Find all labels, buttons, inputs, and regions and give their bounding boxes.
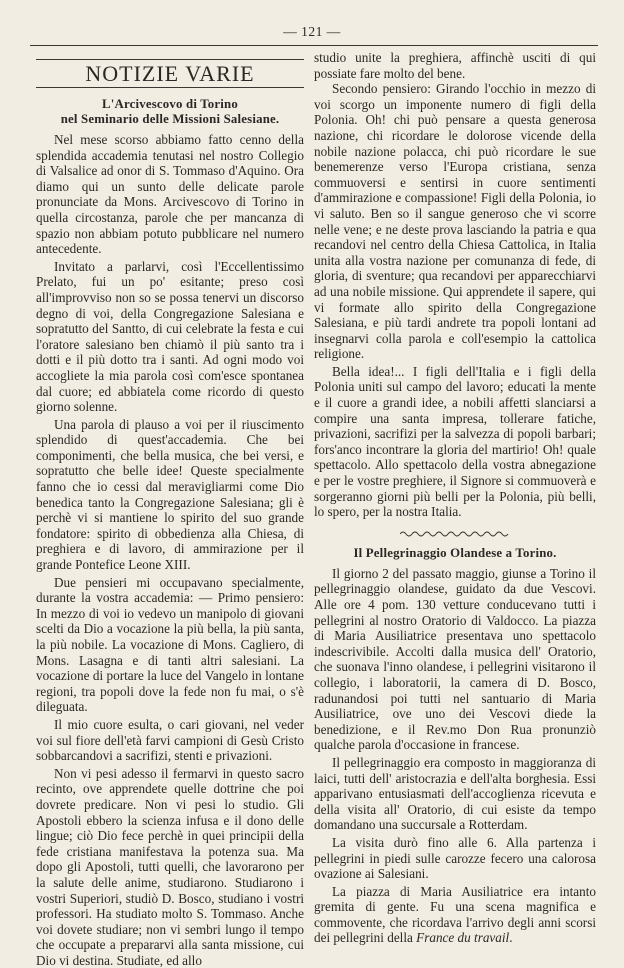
paragraph: Il pellegrinaggio era composto in maggioranza di laici, tutti dell' aristocrazia e dell'alta borghesia. Essi apparivano entusiasmati dell'accoglienza ricevuta e della visita all' Oratorio, di cui esiste da tempo domandano una succursale a Rotterdam. (314, 754, 596, 833)
last-paragraph-text: La piazza di Maria Ausiliatrice era intanto gremita di gente. Fu una scena magnifica e commovente, che ricordava l'arrivo degli anni scorsi dei pellegrini della (314, 883, 596, 946)
paragraph-last (314, 884, 596, 946)
paragraph: Il mio cuore esulta, o cari giovani, nel veder voi sul fiore dell'età farvi campioni di Gesù Cristo sobbarcandovi a sacrifizi, stenti e privazioni. (36, 716, 304, 764)
right-column (314, 50, 596, 946)
article-title-line-2: nel Seminario delle Missioni Salesiane. (60, 112, 280, 126)
paragraph: Non vi pesi adesso il fermarvi in questo sacro recinto, ove apprendete quelle dottrine che poi dovrete predicare. Non vi pesi lo studio. Gli Apostoli ebbero la scienza infusa e il dono delle lingue; ciò Dio fece perchè in quei principii della fede cristiana manifestava la potenza sua. Ma dopo gli Apostoli, tutti quelli, che lavorarono per la salute delle anime, studiarono. Studiarono i vostri Superiori, studiò D. Bosco, studiano i vostri professori. Ha studiato molto S. Tommaso. Anche voi dovete studiare; non vi sembri lungo il tempo che occupate a prepararvi alla santa missione, cui Dio vi destina. Studiate, ed allo (36, 765, 304, 968)
continued-paragraph: studio unite la preghiera, affinchè usciti di qui possiate fare molto del bene. (314, 50, 596, 81)
ornamental-divider (314, 526, 596, 540)
article-title-line-1: L'Arcivescovo di Torino (102, 97, 238, 111)
article-title (36, 97, 304, 127)
wavy-rule-icon (400, 530, 510, 538)
paragraph: Secondo pensiero: Girando l'occhio in mezzo di voi scorgo un imponente numero di figli della Polonia. Oh! chi può pensare a questa generosa nazione, chi ricordare le dolorose vicende della nobile nazione polacca, chi può ricordare le sue benemerenze verso l'Europa cristiana, senza commuoversi e sentirsi in cuore sentimenti d'ammirazione e compassione! Figli della Polonia, io vi saluto. Ben so il sangue generoso che vi scorre nelle vene; e ne deste prova lasciando la patria e qua recandovi nel centro della Chiesa Cattolica, in Italia unita alla vostra nazione per comunanza di fede, di gloria, di sventure; qua recandovi per apparecchiarvi ad una nobile missione. Qui apprendete il sapere, qui vi formate allo spirito della Congregazione Salesiana, e più tardi andrete tra popoli lontani ad insegnarvi colla parola e coll'esempio la cattolica religione. (314, 81, 596, 362)
paragraph: Due pensieri mi occupavano specialmente, durante la vostra accademia: — Primo pensiero: In mezzo di voi io vedevo un manipolo di giovani scelti da Dio a vocazione la più bella, la più santa, la più nobile. La vocazione di Mons. Cagliero, di Mons. Lasagna e di tanti altri salesiani. La vocazione di portare la luce del Vangelo in lontane regioni, tra popoli dove la fede non fu mai, o s'è dileguata. (36, 574, 304, 715)
page-number: — 121 — (283, 24, 341, 39)
paragraph: Una parola di plauso a voi per il riuscimento splendido di quest'accademia. Che bei componimenti, che bella musica, che bei versi, e sopratutto che belle idee! Queste specialmente fanno che io cessi dal meravigliarmi come Dio benedica tanto la Congregazione Salesiana; gli è perchè vi si mantiene lo spirito del suo grande fondatore: spirito di obbedienza alla Chiesa, di preghiera e di lavoro, di ammirazione per il grande Pontefice Leone XIII. (36, 416, 304, 573)
paragraph: Invitato a parlarvi, così l'Eccellentissimo Prelato, fui un po' esitante; preso così all'improvviso non so se possa tenervi un discorso degno di voi, della Congregazione Salesiana e sopratutto del Santto, di cui celebrate la festa e cui l'oratore salesiano ben chiamò il più santo tra i dotti e il più dotto tra i santi. Ad ogni modo voi accogliete la mia parola così com'esce spontanea dal cuore; ed abbiatela come ricordo di questo giorno solenne. (36, 258, 304, 415)
paragraph: Il giorno 2 del passato maggio, giunse a Torino il pellegrinaggio olandese, guidato da due Vescovi. Alle ore 4 pom. 130 vetture conducevano tutti i pellegrini al nostro Oratorio di Valdocco. La piazza di Maria Ausiliatrice presentava uno spettacolo indescrivibile. Accolti dalla musica dell' Oratorio, che suonava l'inno olandese, i pellegrini visitarono il collegio, i laboratorii, la camera di D. Bosco, radunandosi poi tutti nel santuario di Maria Ausiliatrice, ove uno dei Vescovi diede la benedizione, e il Rev.mo Don Rua pronunziò qualche parola d'occasione in francese. (314, 565, 596, 753)
paragraph: La visita durò fino alle 6. Alla partenza i pellegrini in piedi sulle carozze fecero una calorosa ovazione ai Salesiani. (314, 834, 596, 882)
paragraph: Bella idea!... I figli dell'Italia e i figli della Polonia uniti sul campo del lavoro; educati la mente e il cuore a grandi idee, a nobili affetti slanciarsi a compire una santa impresa, tollerare fatiche, privazioni, sacrifizi per la salvezza di popoli barbari; fors'anco incontrare la gloria del martirio! Oh! quale spettacolo. Allo spettacolo della vostra abnegazione e per le vostre preghiere, il Signore si commuoverà e sorgeranno giorni più belli per la Polonia, più belli, lo spero, per la nostra Italia. (314, 363, 596, 520)
left-column (36, 50, 304, 968)
paragraph: Nel mese scorso abbiamo fatto cenno della splendida accademia tenutasi nel nostro Collegio di Valsalice ad onor di S. Tommaso d'Aquino. Ora diamo qui un sunto delle delicate parole pronunciate da Mons. Arcivescovo di Torino in quella circostanza, parole che per mancanza di spazio non abbiam potuto pubblicare nel numero antecedente. (36, 132, 304, 257)
article-2-title: Il Pellegrinaggio Olandese a Torino. (353, 545, 557, 560)
italic-title: France du travail (416, 930, 510, 946)
last-paragraph-end: . (509, 930, 513, 946)
section-title: NOTIZIE VARIE (36, 59, 304, 88)
header-rule (30, 45, 598, 46)
